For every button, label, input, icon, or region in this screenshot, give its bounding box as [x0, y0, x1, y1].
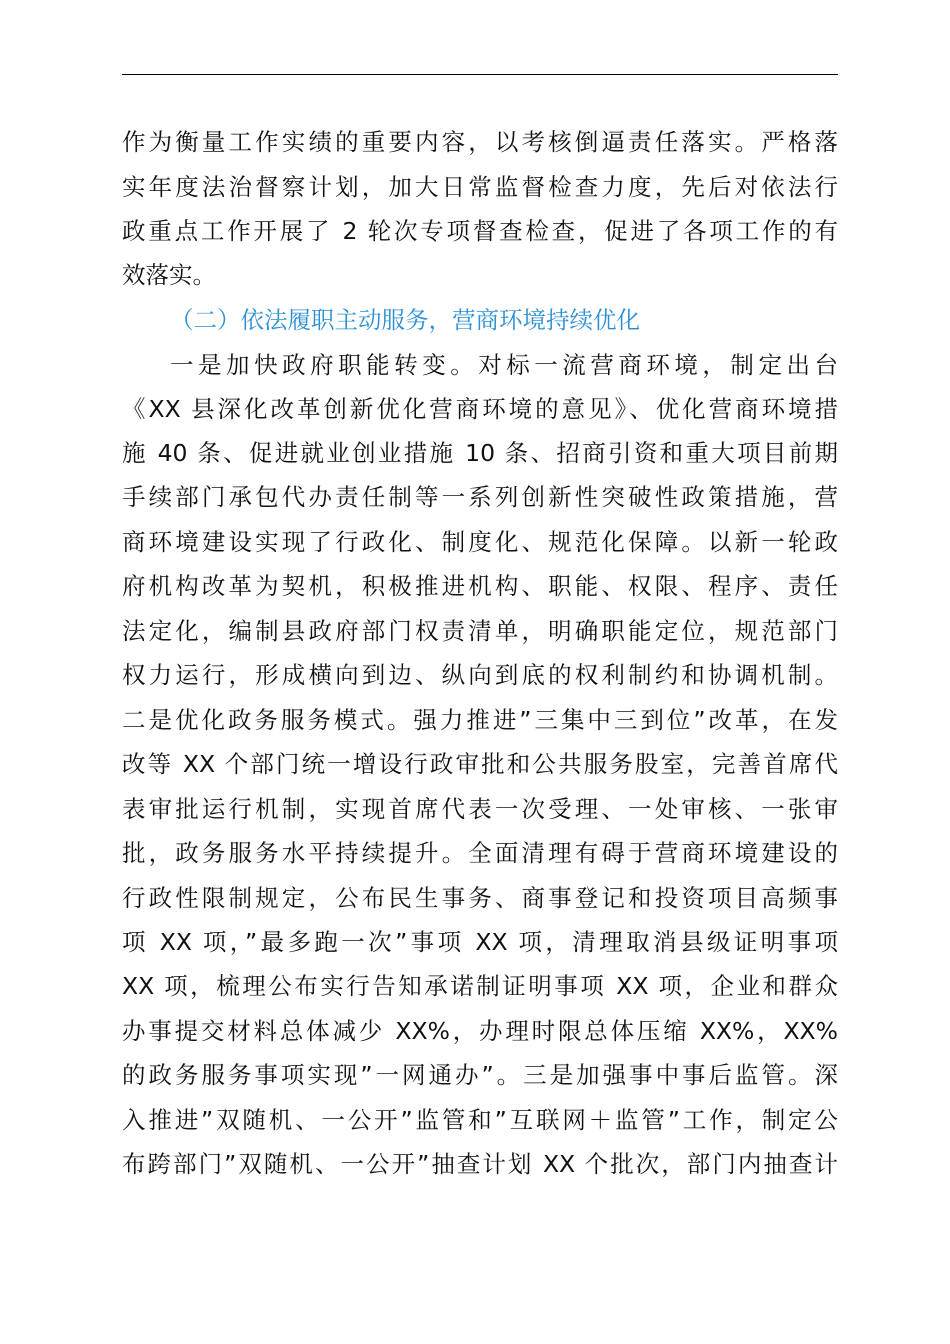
paragraph-line: 效落实。: [122, 261, 216, 289]
paragraph-line: 施 40 条、促进就业创业措施 10 条、招商引资和重大项目前期: [122, 439, 838, 467]
paragraph-line: 实年度法治督察计划，加大日常监督检查力度，先后对依法行: [122, 173, 838, 201]
paragraph-line: 入推进”双随机、一公开”监管和”互联网＋监管”工作，制定公: [122, 1106, 838, 1134]
paragraph-line: 表审批运行机制，实现首席代表一次受理、一处审核、一张审: [122, 795, 838, 823]
paragraph-line: 布跨部门”双随机、一公开”抽查计划 XX 个批次，部门内抽查计: [122, 1150, 838, 1178]
paragraph-line: 手续部门承包代办责任制等一系列创新性突破性政策措施，营: [122, 483, 838, 511]
section-heading: （二）依法履职主动服务，营商环境持续优化: [170, 306, 640, 334]
paragraph-line: 批，政务服务水平持续提升。全面清理有碍于营商环境建设的: [122, 839, 838, 867]
paragraph-line: 一是加快政府职能转变。对标一流营商环境，制定出台: [170, 351, 838, 379]
paragraph-line: 二是优化政务服务模式。强力推进”三集中三到位”改革，在发: [122, 706, 838, 734]
paragraph-line: XX 项，梳理公布实行告知承诺制证明事项 XX 项，企业和群众: [122, 972, 838, 1000]
header-rule: [122, 74, 838, 75]
paragraph-line: 的政务服务事项实现”一网通办”。三是加强事中事后监管。深: [122, 1061, 838, 1089]
paragraph-line: 办事提交材料总体减少 XX%，办理时限总体压缩 XX%，XX%: [122, 1017, 838, 1045]
paragraph-line: 政重点工作开展了 2 轮次专项督查检查，促进了各项工作的有: [122, 217, 838, 245]
paragraph-line: 《XX 县深化改革创新优化营商环境的意见》、优化营商环境措: [122, 395, 838, 423]
paragraph-line: 府机构改革为契机，积极推进机构、职能、权限、程序、责任: [122, 572, 838, 600]
paragraph-line: 商环境建设实现了行政化、制度化、规范化保障。以新一轮政: [122, 528, 838, 556]
paragraph-line: 法定化，编制县政府部门权责清单，明确职能定位，规范部门: [122, 617, 838, 645]
paragraph-line: 行政性限制规定，公布民生事务、商事登记和投资项目高频事: [122, 884, 838, 912]
paragraph-line: 项 XX 项，”最多跑一次”事项 XX 项，清理取消县级证明事项: [122, 928, 838, 956]
paragraph-line: 改等 XX 个部门统一增设行政审批和公共服务股室，完善首席代: [122, 750, 838, 778]
paragraph-line: 作为衡量工作实绩的重要内容，以考核倒逼责任落实。严格落: [122, 128, 838, 156]
paragraph-line: 权力运行，形成横向到边、纵向到底的权利制约和协调机制。: [122, 661, 838, 689]
